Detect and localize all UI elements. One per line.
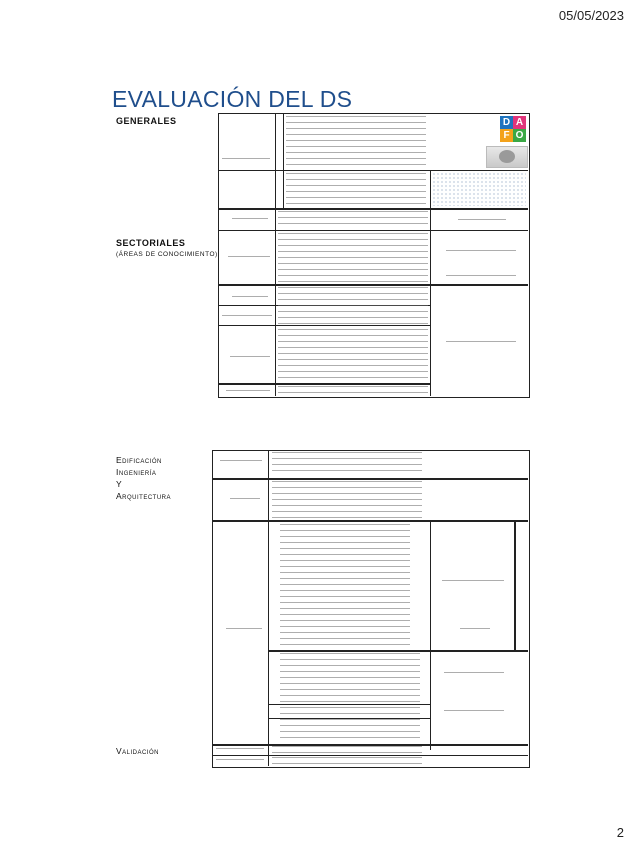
section-sectoriales-subtitle: (ÁREAS DE CONOCIMIENTO) bbox=[116, 251, 218, 258]
sectoriales-small-text-3 bbox=[278, 287, 428, 381]
right-label-line bbox=[444, 710, 504, 711]
edificacion-small-text-3 bbox=[280, 524, 410, 648]
right-label-line bbox=[442, 580, 504, 581]
cell-label-line bbox=[228, 256, 270, 257]
cell-label-line bbox=[222, 315, 272, 316]
cell-label-line bbox=[226, 628, 262, 629]
cell-label-line bbox=[232, 296, 268, 297]
validacion-small-text-2 bbox=[272, 757, 422, 764]
sectoriales-small-text-2 bbox=[278, 233, 428, 283]
sectoriales-small-text-1 bbox=[278, 211, 428, 229]
edificacion-small-text-1 bbox=[272, 452, 422, 476]
right-label-line bbox=[446, 341, 516, 342]
cell-label-line bbox=[232, 218, 268, 219]
label-ingenieria: Ingeniería bbox=[116, 467, 157, 477]
dafo-f: F bbox=[500, 129, 513, 142]
section-validacion: Validación bbox=[116, 746, 160, 756]
dafo-o: O bbox=[513, 129, 526, 142]
label-edificacion: Edificación bbox=[116, 455, 162, 465]
edificacion-small-text-2 bbox=[272, 481, 422, 518]
dafo-badge bbox=[500, 116, 526, 142]
cell-label-line bbox=[216, 759, 264, 760]
section-sectoriales-title: SECTORIALES bbox=[116, 238, 186, 248]
edificacion-small-text-4 bbox=[280, 653, 420, 703]
logo-image bbox=[486, 146, 528, 168]
dafo-a: A bbox=[513, 116, 526, 129]
edificacion-small-text-5 bbox=[280, 707, 420, 742]
slide-title: EVALUACIÓN DEL DS bbox=[112, 86, 353, 112]
right-label-line bbox=[446, 250, 516, 251]
generales-small-text bbox=[286, 116, 426, 168]
label-y: Y bbox=[116, 479, 123, 489]
date-label: 05/05/2023 bbox=[558, 8, 624, 23]
page-number: 2 bbox=[616, 825, 624, 840]
section-generales: GENERALES bbox=[116, 116, 177, 126]
dafo-matrix bbox=[432, 172, 526, 206]
cell-label-line bbox=[216, 748, 264, 749]
right-label-line bbox=[446, 275, 516, 276]
section-sectoriales bbox=[116, 238, 218, 260]
cell-label-line bbox=[220, 460, 262, 461]
label-arquitectura: Arquitectura bbox=[116, 491, 172, 501]
cell-label-line bbox=[226, 390, 270, 391]
right-label-line bbox=[460, 628, 490, 629]
dafo-d: D bbox=[500, 116, 513, 129]
generales-small-text-2 bbox=[286, 173, 426, 205]
cell-label-line bbox=[230, 356, 270, 357]
cell-label-line bbox=[230, 498, 260, 499]
section-edificacion bbox=[116, 454, 171, 502]
cell-label-line bbox=[222, 158, 270, 159]
right-label-line bbox=[444, 672, 504, 673]
validacion-small-text-1 bbox=[272, 746, 422, 754]
sectoriales-small-text-4 bbox=[278, 386, 428, 394]
right-label-line bbox=[458, 219, 506, 220]
